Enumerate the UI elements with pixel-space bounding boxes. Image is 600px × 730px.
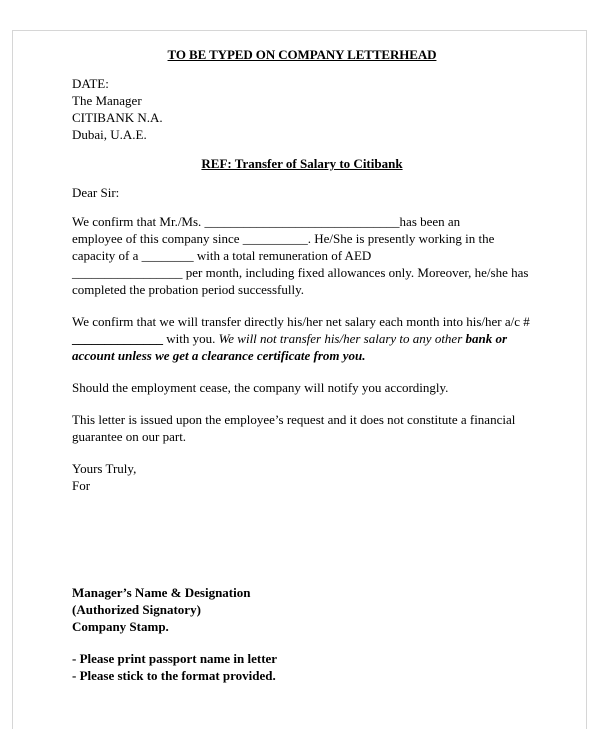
company-stamp-line: Company Stamp. <box>72 619 169 634</box>
letter-body <box>72 46 532 684</box>
paragraph-line: capacity of a ________ with a total remuneration of AED <box>72 248 372 263</box>
paragraph-line: employee of this company since __________. He/She is presently working in the <box>72 231 495 246</box>
paragraph-line: We confirm that Mr./Ms. ______________________________has been an <box>72 214 461 229</box>
salutation: Dear Sir: <box>72 185 120 200</box>
manager-name-line: Manager’s Name & Designation <box>72 585 251 600</box>
for-line: For <box>72 478 91 493</box>
clearance-line: account unless we get a clearance certificate from you. <box>72 348 366 363</box>
disclaimer-paragraph <box>72 411 532 445</box>
employment-cease-paragraph: Should the employment cease, the company will notify you accordingly. <box>72 380 449 395</box>
paragraph-line: This letter is issued upon the employee’s request and it does not constitute a financial <box>72 412 516 427</box>
with-you-text: with you. <box>163 331 219 346</box>
recipient-line: The Manager <box>72 93 142 108</box>
address-block <box>72 75 532 143</box>
closing-block <box>72 460 532 494</box>
confirmation-paragraph <box>72 213 532 298</box>
city-line: Dubai, U.A.E. <box>72 127 147 142</box>
paragraph-line: _________________ per month, including fixed allowances only. Moreover, he/she has <box>72 265 529 280</box>
date-line: DATE: <box>72 76 109 91</box>
instructions-block <box>72 650 532 684</box>
instruction-item: - Please stick to the format provided. <box>72 668 276 683</box>
bank-line: CITIBANK N.A. <box>72 110 163 125</box>
no-transfer-text: We will not transfer his/her salary to any other <box>218 331 466 346</box>
instruction-item: - Please print passport name in letter <box>72 651 278 666</box>
bank-or-text: bank or <box>465 331 508 346</box>
paragraph-line: We confirm that we will transfer directly his/her net salary each month into his/her a/c # <box>72 314 530 329</box>
authorized-signatory-line: (Authorized Signatory) <box>72 602 201 617</box>
paragraph-line: guarantee on our part. <box>72 429 187 444</box>
letter-heading: TO BE TYPED ON COMPANY LETTERHEAD <box>167 47 437 62</box>
account-blank: ______________ <box>72 331 163 346</box>
reference-line: REF: Transfer of Salary to Citibank <box>201 156 403 171</box>
signature-block <box>72 584 532 635</box>
salary-transfer-paragraph <box>72 313 532 364</box>
paragraph-line: completed the probation period successfully. <box>72 282 305 297</box>
paragraph-line <box>72 330 532 347</box>
yours-truly: Yours Truly, <box>72 461 137 476</box>
